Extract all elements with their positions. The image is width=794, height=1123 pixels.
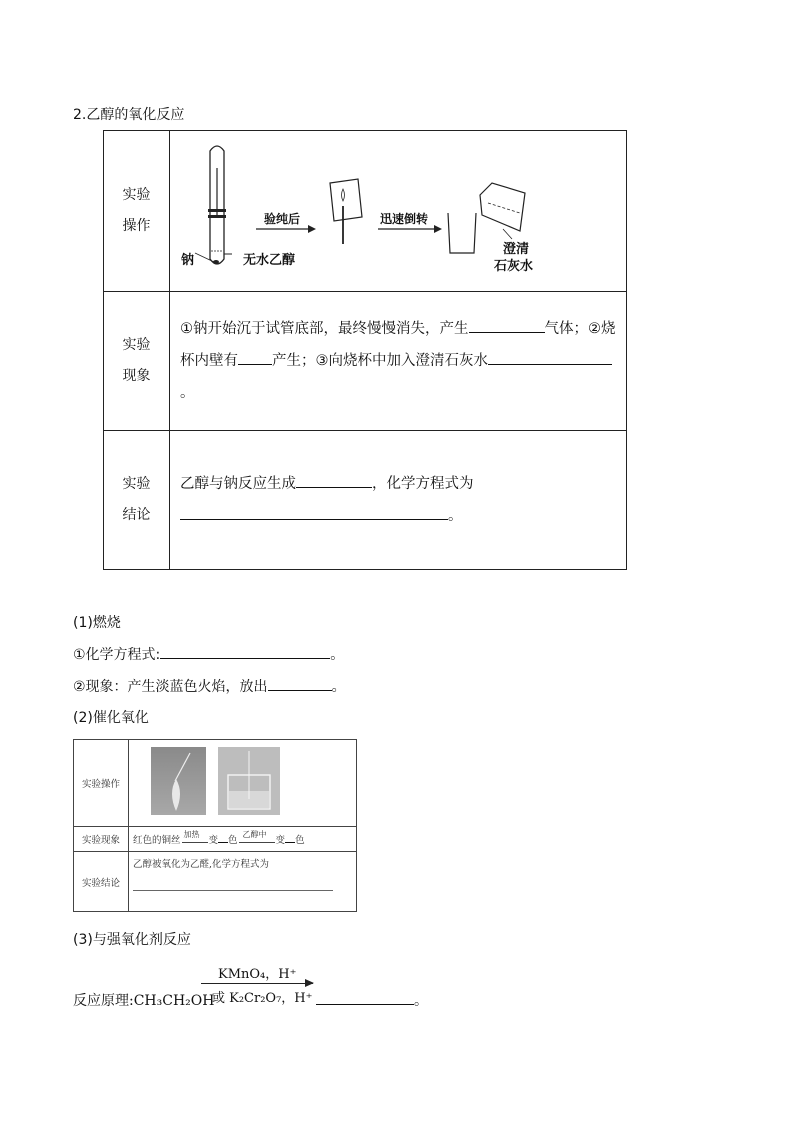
table-row <box>74 740 357 827</box>
burning-phenomenon-line: ②现象：产生淡蓝色火焰，放出 。 <box>73 676 346 696</box>
cat-conclusion-cell: 乙醇被氧化为乙醛,化学方程式为 <box>129 852 357 912</box>
limewater-label-2: 石灰水 <box>494 259 534 274</box>
section-heading: 2.乙醇的氧化反应 <box>73 107 185 123</box>
reaction-arrow <box>201 983 313 984</box>
row-label-cat-conclusion: 实验结论 <box>74 852 129 912</box>
blank-gas[interactable] <box>469 318 545 333</box>
arrow1-label: 验纯后 <box>264 212 301 226</box>
experiment-table <box>103 130 627 570</box>
reagent-above: KMnO₄，H⁺ <box>218 967 297 982</box>
product-blank-line: 。 <box>316 990 428 1010</box>
row-label-cat-operation: 实验操作 <box>74 740 129 827</box>
sodium-label: 钠 <box>181 253 195 268</box>
arrow-head-icon <box>305 979 314 987</box>
burning-title: (1)燃烧 <box>73 615 121 631</box>
blank-wall[interactable] <box>238 350 272 365</box>
strong-oxidant-title: (3)与强氧化剂反应 <box>73 932 191 948</box>
blank-heat[interactable] <box>268 676 332 691</box>
arrow2-label: 迅速倒转 <box>380 212 429 226</box>
table-row <box>104 431 627 570</box>
row-label-conclusion: 实验 结论 <box>104 431 170 570</box>
conclusion-cell: 乙醇与钠反应生成 ，化学方程式为 。 <box>170 431 627 570</box>
reagent-below: 或 K₂Cr₂O₇，H⁺ <box>212 991 313 1006</box>
table-row <box>104 292 627 431</box>
experiment-photos <box>130 741 355 825</box>
burning-equation-line: ①化学方程式: 。 <box>73 644 344 664</box>
catalytic-title: (2)催化氧化 <box>73 710 149 726</box>
catalytic-table <box>73 739 357 912</box>
arrow-ethanol-label: 乙醇中 <box>242 830 267 839</box>
blank-color-1[interactable] <box>218 833 228 843</box>
table-row <box>74 827 357 852</box>
blank-color-2[interactable] <box>285 833 295 843</box>
table-row <box>104 131 627 292</box>
row-label-cat-phenomenon: 实验现象 <box>74 827 129 852</box>
cat-phenomenon-cell: 红色的铜丝 加热 变 色 乙醇中 变 色 <box>129 827 357 852</box>
phenomenon-cell: ①钠开始沉于试管底部，最终慢慢消失，产生 气体；②烧 杯内壁有 产生；③向烧杯中加入澄清石灰水。 <box>170 292 627 431</box>
blank-product[interactable] <box>296 473 372 488</box>
row-label-operation: 实验 操作 <box>104 131 170 292</box>
blank-limewater[interactable] <box>488 350 612 365</box>
limewater-label-1: 澄清 <box>503 242 530 257</box>
table-row <box>74 852 357 912</box>
blank-burning-equation[interactable] <box>160 644 330 659</box>
blank-product-oxidation[interactable] <box>316 990 414 1005</box>
ethanol-label: 无水乙醇 <box>243 253 296 268</box>
blank-equation[interactable] <box>180 505 448 520</box>
reaction-principle-line: 反应原理:CH₃CH₂OH <box>73 993 215 1009</box>
row-label-phenomenon: 实验 现象 <box>104 292 170 431</box>
blank-cat-equation[interactable] <box>133 890 333 891</box>
arrow-heat-label: 加热 <box>183 830 200 839</box>
photo-cell <box>129 740 357 827</box>
operation-diagram-cell <box>170 131 627 292</box>
